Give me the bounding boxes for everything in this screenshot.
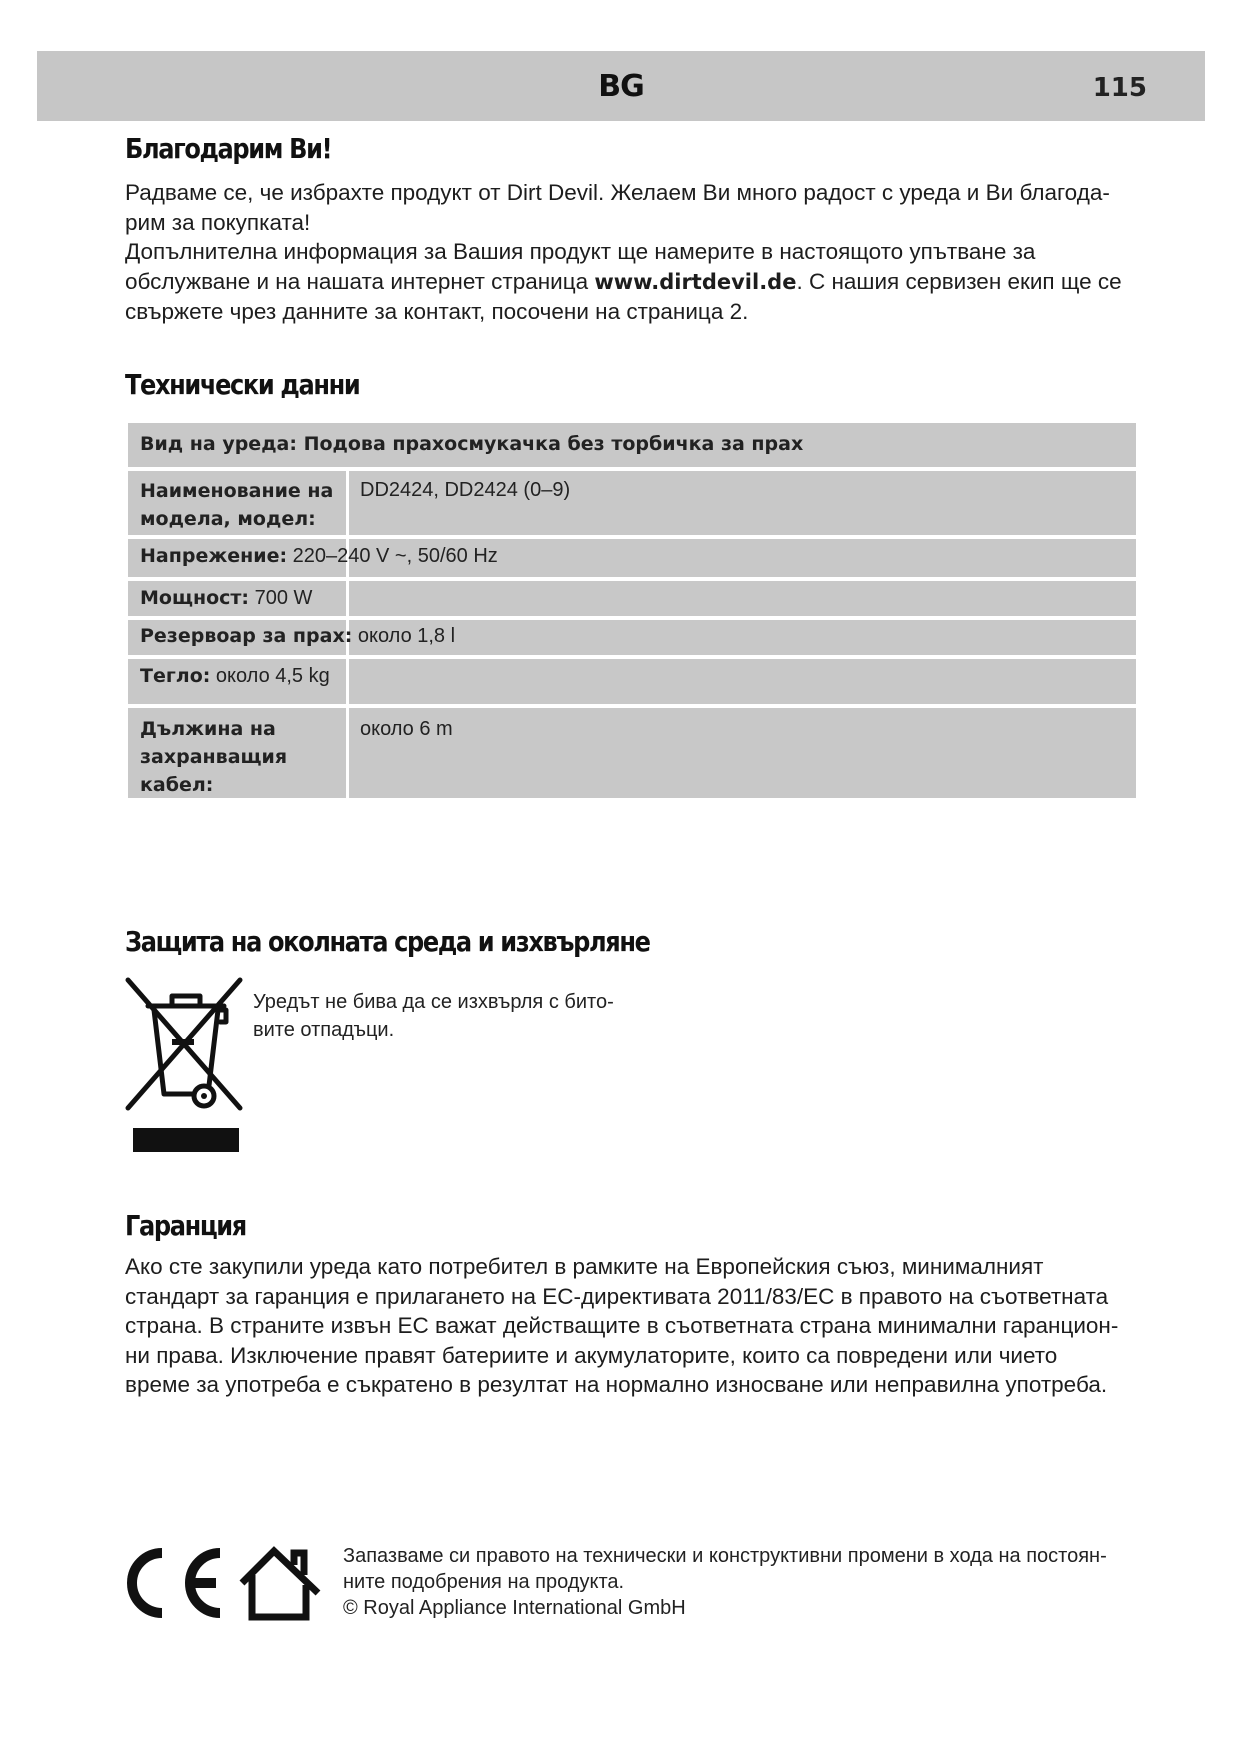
compliance-marks xyxy=(124,1543,324,1623)
footer-text xyxy=(343,1543,1107,1621)
model-label xyxy=(140,477,333,533)
row-divider xyxy=(128,577,1136,581)
cable-value: около 6 m xyxy=(360,718,453,740)
tank-label: Резервоар за прах: xyxy=(140,625,353,647)
thanks-line: рим за покупката! xyxy=(125,209,311,235)
language-code: BG xyxy=(598,69,644,104)
warranty-line: страна. В страните извън ЕС важат действащите в съответната страна минимални гаранцион- xyxy=(125,1313,1119,1338)
footer-line: ните подобрения на продукта. xyxy=(343,1571,625,1593)
warranty-line: ни права. Изключение правят батериите и акумулаторите, които са повредени или чието xyxy=(125,1342,1058,1368)
model-label-line: модела, модел: xyxy=(140,508,316,530)
cable-label-line: Дължина на xyxy=(140,718,276,740)
page-number: 115 xyxy=(1092,73,1147,103)
tank-row xyxy=(140,625,455,648)
warranty-title: Гаранция xyxy=(125,1209,246,1242)
device-type: Вид на уреда: Подова прахосмукачка без торбичка за прах xyxy=(140,433,804,455)
model-label-line: Наименование на xyxy=(140,480,334,502)
weight-row xyxy=(140,665,330,688)
warranty-line: време за употреба е съкратено в резултат на нормално износване или неправилна употреба. xyxy=(125,1372,1108,1397)
page-header xyxy=(37,51,1205,121)
row-divider xyxy=(128,655,1136,659)
thanks-paragraph xyxy=(125,178,1145,327)
copyright: © Royal Appliance International GmbH xyxy=(343,1597,686,1619)
model-value: DD2424, DD2424 (0–9) xyxy=(360,479,571,501)
weee-bin-icon xyxy=(124,976,248,1154)
weight-value: около 4,5 kg xyxy=(210,665,330,687)
environment-text xyxy=(253,988,614,1044)
environment-line: вите отпадъци. xyxy=(253,1019,395,1041)
specs-title: Технически данни xyxy=(125,368,360,401)
power-label: Мощност: xyxy=(140,587,250,609)
voltage-value: 220–240 V ~, 50/60 Hz xyxy=(287,545,498,567)
row-divider xyxy=(128,704,1136,708)
cable-label xyxy=(140,715,287,799)
voltage-row xyxy=(140,545,498,568)
warranty-paragraph xyxy=(125,1252,1145,1400)
environment-line: Уредът не бива да се изхвърля с бито- xyxy=(253,991,614,1013)
row-divider xyxy=(128,616,1136,620)
cable-label-line: захранващия xyxy=(140,746,288,768)
row-divider xyxy=(128,535,1136,539)
warranty-line: стандарт за гаранция е прилагането на ЕС-директивата 2011/83/ЕС в правото на съответната xyxy=(125,1283,1109,1309)
warranty-line: Ако сте закупили уреда като потребител в рамките на Европейския съюз, минималният xyxy=(125,1254,1044,1279)
thanks-line-text: обслужване и на нашата интернет страница xyxy=(125,268,595,294)
footer-line: Запазваме си правото на технически и конструктивни промени в хода на постоян- xyxy=(343,1545,1107,1567)
voltage-label: Напрежение: xyxy=(140,545,288,567)
house-indoor-use-icon xyxy=(242,1551,318,1617)
weight-label: Тегло: xyxy=(140,665,211,687)
ce-mark-icon xyxy=(132,1553,220,1613)
thanks-line: Радваме се, че избрахте продукт от Dirt Devil. Желаем Ви много радост с уреда и Ви благода- xyxy=(125,180,1110,205)
thanks-line-text: . С нашия сервизен екип ще се xyxy=(796,268,1122,294)
thanks-line: Допълнителна информация за Вашия продукт ще намерите в настоящото упътване за xyxy=(125,239,1036,264)
specs-table xyxy=(128,423,1136,798)
thanks-title: Благодарим Ви! xyxy=(125,132,332,165)
cable-label-line: кабел: xyxy=(140,774,214,796)
table-row xyxy=(128,423,1136,467)
tank-value: около 1,8 l xyxy=(352,625,456,647)
thanks-line xyxy=(125,267,1145,298)
thanks-line: свържете чрез данните за контакт, посочени на страница 2. xyxy=(125,299,749,324)
row-divider xyxy=(128,467,1136,471)
website-link[interactable]: www.dirtdevil.de xyxy=(594,269,797,294)
environment-title: Защита на околната среда и изхвърляне xyxy=(125,925,650,958)
power-value: 700 W xyxy=(249,587,313,609)
power-row xyxy=(140,587,312,610)
